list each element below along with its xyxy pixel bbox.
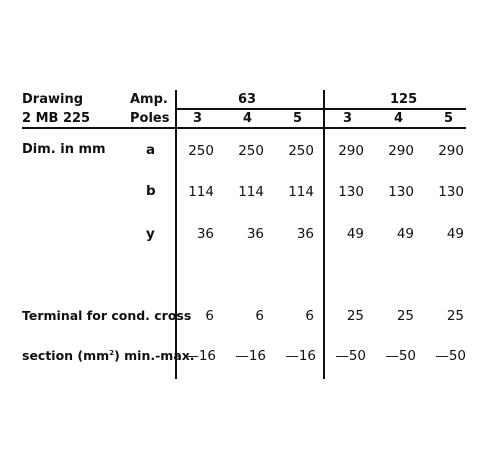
terminal-max-value: —50 (385, 348, 416, 364)
poles-header-cell: 5 (444, 111, 454, 126)
dim-value: 36 (296, 226, 314, 242)
dim-value: 49 (446, 226, 464, 242)
dim-key-a: a (146, 142, 156, 158)
terminal-label-line1: Terminal for cond. cross (22, 308, 192, 323)
terminal-min-value: 25 (346, 308, 364, 324)
dim-value: 130 (338, 184, 364, 200)
dim-key-y: y (146, 226, 155, 242)
poles-header-cell: 3 (343, 111, 353, 126)
dim-value: 114 (288, 184, 314, 200)
dim-value: 114 (238, 184, 264, 200)
dim-value: 290 (388, 143, 414, 159)
terminal-max-value: —16 (185, 348, 216, 364)
terminal-label-line2-pre: section (mm (22, 348, 110, 363)
drawing-code: 2 MB 225 (22, 111, 91, 126)
poles-header-cell: 4 (243, 111, 253, 126)
terminal-min-value: 6 (205, 308, 214, 324)
drawing-label: Drawing (22, 92, 84, 107)
column-divider-left (175, 90, 177, 379)
dim-value: 290 (438, 143, 464, 159)
dim-value: 250 (188, 143, 214, 159)
terminal-max-value: —50 (435, 348, 466, 364)
dim-key-b: b (146, 183, 156, 199)
terminal-min-value: 6 (305, 308, 314, 324)
dim-value: 49 (346, 226, 364, 242)
poles-header-cell: 4 (394, 111, 404, 126)
amp-label: Amp. (130, 92, 168, 107)
dim-value: 290 (338, 143, 364, 159)
terminal-min-value: 25 (446, 308, 464, 324)
dims-label: Dim. in mm (22, 142, 106, 157)
terminal-max-value: —16 (285, 348, 316, 364)
dim-value: 250 (238, 143, 264, 159)
dim-value: 130 (388, 184, 414, 200)
dim-value: 130 (438, 184, 464, 200)
dim-value: 250 (288, 143, 314, 159)
amp-group-63: 63 (238, 92, 257, 107)
terminal-label-line2-sup: 2 (109, 348, 115, 357)
column-divider-middle (323, 90, 325, 379)
dim-value: 36 (246, 226, 264, 242)
terminal-max-value: —50 (335, 348, 366, 364)
terminal-max-value: —16 (235, 348, 266, 364)
poles-header-cell: 3 (193, 111, 203, 126)
poles-label: Poles (130, 111, 170, 126)
dim-value: 49 (396, 226, 414, 242)
amp-group-125: 125 (390, 92, 418, 107)
terminal-min-value: 25 (396, 308, 414, 324)
poles-header-cell: 5 (293, 111, 303, 126)
dim-value: 36 (196, 226, 214, 242)
amp-rule (176, 108, 466, 110)
terminal-label-line2-post: ) min.-max. (114, 348, 195, 363)
terminal-label-line2 (22, 348, 195, 363)
terminal-min-value: 6 (255, 308, 264, 324)
dim-value: 114 (188, 184, 214, 200)
header-rule (22, 127, 466, 129)
